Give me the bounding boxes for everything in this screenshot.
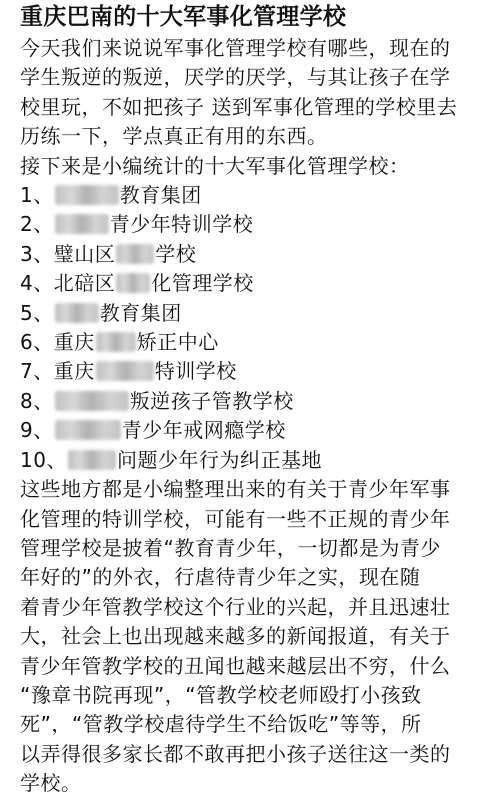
list-text: 教育集团 (119, 183, 202, 208)
list-item (20, 446, 470, 475)
list-text: 青少年特训学校 (109, 212, 254, 237)
list-text: 矫正中心 (136, 330, 219, 355)
list-number: 5、 (20, 300, 54, 325)
list-text: 化管理学校 (151, 271, 254, 296)
article-title: 重庆巴南的十大军事化管理学校 (20, 4, 347, 30)
list-item (20, 357, 470, 386)
redacted-text (96, 361, 154, 381)
redacted-text (55, 185, 119, 205)
redacted-text (116, 273, 150, 293)
intro-line: 历练一下，学点真正有用的东西。 (20, 124, 328, 149)
list-text: 问题少年行为纠正基地 (116, 447, 322, 472)
list-text: 青少年戒网瘾学校 (121, 418, 286, 443)
redacted-text (55, 420, 121, 440)
redacted-text (55, 303, 99, 323)
intro-line: 学生叛逆的叛逆，厌学的厌学，与其让孩子在学 (20, 65, 451, 90)
list-item (20, 240, 470, 269)
redacted-text (116, 244, 154, 264)
outro-line: 年好的”的外衣，行虐待青少年之实，现在随 (20, 565, 421, 590)
redacted-text (55, 391, 129, 411)
list-number: 3、 (20, 241, 54, 266)
list-item (20, 416, 470, 445)
intro-line: 接下来是小编统计的十大军事化管理学校： (20, 153, 410, 178)
list-number: 9、 (20, 418, 54, 443)
outro-line: 化管理的特训学校，可能有一些不正规的青少年 (20, 506, 451, 531)
outro-line: 着青少年管教学校这个行业的兴起，并且迅速壮 (20, 594, 451, 619)
outro-line: 青少年管教学校的丑闻也越来越层出不穷，什么 (20, 653, 451, 678)
list-number: 2、 (20, 212, 54, 237)
school-list (20, 181, 470, 475)
intro-line: 校里玩，不如把孩子 送到军事化管理的学校里去 (20, 94, 458, 119)
list-item (20, 299, 470, 328)
list-number: 8、 (20, 388, 54, 413)
list-item (20, 181, 470, 210)
list-number: 7、 (20, 359, 54, 384)
list-number: 10、 (20, 447, 67, 472)
list-text: 特训学校 (154, 359, 237, 384)
list-number: 6、 (20, 330, 54, 355)
intro-line: 今天我们来说说军事化管理学校有哪些，现在的 (20, 36, 451, 60)
outro-line: 大，社会上也出现越来越多的新闻报道，有关于 (20, 624, 451, 649)
list-text-prefix: 重庆 (53, 330, 95, 355)
list-item (20, 210, 470, 239)
outro-line: 学校。 (20, 771, 82, 796)
redacted-text (55, 214, 109, 234)
list-item (20, 269, 470, 298)
outro-line: 管理学校是披着“教育青少年，一切都是为青少 (20, 535, 441, 560)
outro-line: 死”，“管教学校虐待学生不给饭吃”等等，所 (20, 712, 422, 737)
list-text: 叛逆孩子管教学校 (129, 388, 294, 413)
list-text: 学校 (155, 241, 197, 266)
list-number: 4、 (20, 271, 54, 296)
list-text-prefix: 重庆 (53, 359, 95, 384)
redacted-text (68, 450, 116, 470)
intro-paragraph (20, 34, 470, 181)
outro-line: 以弄得很多家长都不敢再把小孩子送往这一类的 (20, 741, 451, 766)
list-item (20, 328, 470, 357)
outro-paragraph (20, 475, 470, 798)
redacted-text (96, 332, 136, 352)
list-number: 1、 (20, 183, 54, 208)
outro-line: 这些地方都是小编整理出来的有关于青少年军事 (20, 477, 451, 502)
outro-line: “豫章书院再现”，“管教学校老师殴打小孩致 (20, 682, 422, 707)
list-item (20, 387, 470, 416)
list-text-prefix: 北碚区 (53, 271, 116, 296)
list-text: 教育集团 (99, 300, 182, 325)
list-text-prefix: 璧山区 (53, 241, 116, 266)
